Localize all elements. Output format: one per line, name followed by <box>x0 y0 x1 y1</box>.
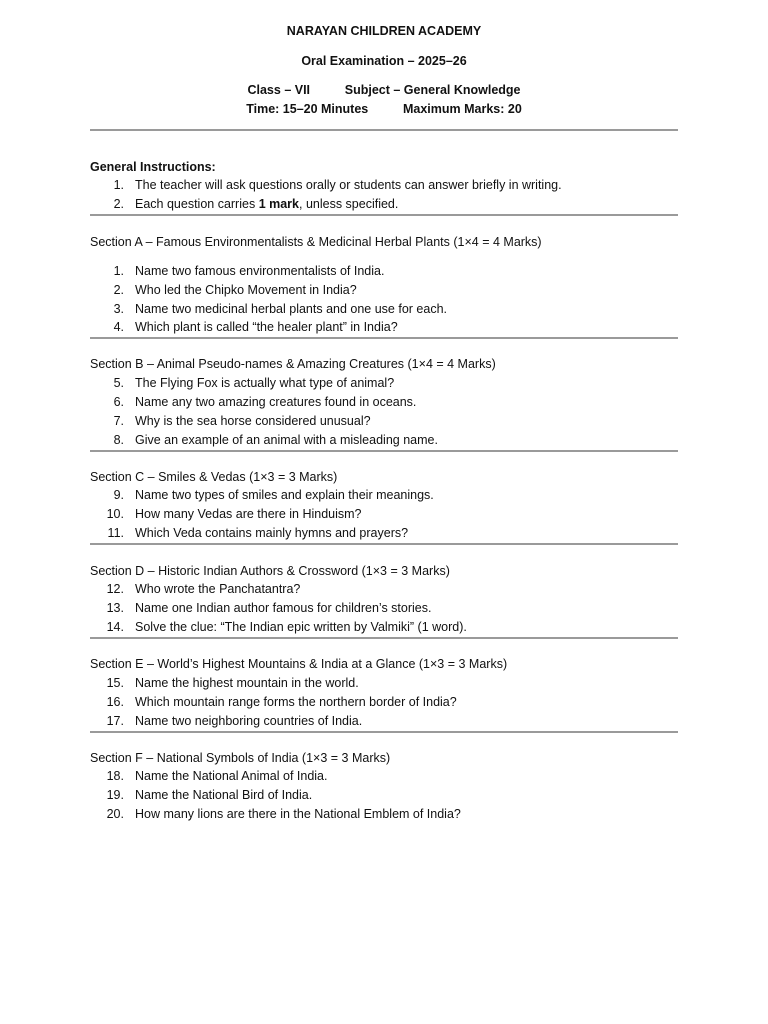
instructions-title: General Instructions: <box>90 160 216 174</box>
question-text: Which plant is called “the healer plant” in India? <box>135 320 398 334</box>
question-text: Name any two amazing creatures found in oceans. <box>135 395 417 409</box>
section-e-title: Section E – World’s Highest Mountains & India at a Glance (1×3 = 3 Marks) <box>90 657 508 671</box>
question-text: Name two types of smiles and explain their meanings. <box>135 488 434 502</box>
question-number: 8. <box>113 433 124 447</box>
instruction-text-post: , unless specified. <box>299 197 399 211</box>
question-item <box>90 414 371 428</box>
divider <box>90 731 678 733</box>
question-number: 16. <box>106 695 124 709</box>
question-text: Give an example of an animal with a misleading name. <box>135 433 438 447</box>
question-text: Which Veda contains mainly hymns and prayers? <box>135 526 409 540</box>
question-number: 17. <box>106 714 124 728</box>
question-item <box>90 283 357 297</box>
school-name: NARAYAN CHILDREN ACADEMY <box>286 24 482 38</box>
max-marks-label: Maximum Marks: 20 <box>402 102 522 116</box>
question-text: Who wrote the Panchatantra? <box>135 582 301 596</box>
divider <box>90 214 678 216</box>
question-number: 14. <box>106 620 124 634</box>
question-number: 15. <box>106 676 124 690</box>
question-item <box>90 769 327 783</box>
question-number: 12. <box>106 582 124 596</box>
question-item <box>90 488 434 502</box>
question-number: 19. <box>106 788 124 802</box>
question-number: 6. <box>113 395 124 409</box>
instruction-text-bold: 1 mark <box>258 197 299 211</box>
question-item <box>90 807 461 821</box>
instruction-text-pre: Each question carries <box>135 197 259 211</box>
question-text: How many lions are there in the National Emblem of India? <box>135 807 461 821</box>
divider <box>90 450 678 452</box>
question-item <box>90 714 362 728</box>
question-text: Name two neighboring countries of India. <box>135 714 363 728</box>
instruction-item <box>90 178 562 192</box>
question-number: 18. <box>106 769 124 783</box>
question-text: Why is the sea horse considered unusual? <box>135 414 371 428</box>
instruction-number: 2. <box>113 197 124 211</box>
divider <box>90 337 678 339</box>
section-f-title: Section F – National Symbols of India (1×3 = 3 Marks) <box>90 751 391 765</box>
question-number: 5. <box>113 376 124 390</box>
question-text: How many Vedas are there in Hinduism? <box>135 507 362 521</box>
section-b-title: Section B – Animal Pseudo-names & Amazing Creatures (1×4 = 4 Marks) <box>90 357 496 371</box>
exam-title: Oral Examination – 2025–26 <box>301 54 467 68</box>
time-label: Time: 15–20 Minutes <box>246 102 369 116</box>
question-item <box>90 395 416 409</box>
question-text: Name the National Animal of India. <box>135 769 328 783</box>
question-number: 2. <box>113 283 124 297</box>
question-item <box>90 433 438 447</box>
question-number: 11. <box>107 526 124 540</box>
question-item <box>90 320 398 334</box>
question-number: 20. <box>106 807 124 821</box>
question-item <box>90 526 408 540</box>
question-item <box>90 788 312 802</box>
question-text: Name one Indian author famous for children’s stories. <box>135 601 432 615</box>
question-text: Name two famous environmentalists of India. <box>135 264 385 278</box>
question-text: Name the National Bird of India. <box>135 788 313 802</box>
question-item <box>90 302 447 316</box>
subject-label: Subject – General Knowledge <box>344 83 521 97</box>
class-subject-line <box>90 83 678 97</box>
section-a-title: Section A – Famous Environmentalists & Medicinal Herbal Plants (1×4 = 4 Marks) <box>90 235 542 249</box>
question-number: 4. <box>113 320 124 334</box>
question-text: Name the highest mountain in the world. <box>135 676 359 690</box>
question-number: 10. <box>106 507 124 521</box>
instruction-text: The teacher will ask questions orally or students can answer briefly in writing. <box>135 178 562 192</box>
question-number: 9. <box>113 488 124 502</box>
question-item <box>90 507 362 521</box>
question-number: 3. <box>113 302 124 316</box>
time-marks-line <box>90 102 678 116</box>
class-label: Class – VII <box>247 83 311 97</box>
section-d-title: Section D – Historic Indian Authors & Crossword (1×3 = 3 Marks) <box>90 564 450 578</box>
question-item <box>90 376 394 390</box>
question-item <box>90 601 431 615</box>
question-text: Solve the clue: “The Indian epic written by Valmiki” (1 word). <box>135 620 467 634</box>
divider <box>90 637 678 639</box>
question-item <box>90 582 300 596</box>
divider <box>90 543 678 545</box>
question-number: 7. <box>113 414 124 428</box>
question-item <box>90 695 457 709</box>
instruction-item <box>90 197 398 211</box>
question-number: 1. <box>113 264 124 278</box>
question-text: Who led the Chipko Movement in India? <box>135 283 357 297</box>
instruction-number: 1. <box>113 178 124 192</box>
divider <box>90 129 678 131</box>
question-text: Which mountain range forms the northern border of India? <box>135 695 457 709</box>
question-item <box>90 676 359 690</box>
question-number: 13. <box>106 601 124 615</box>
section-c-title: Section C – Smiles & Vedas (1×3 = 3 Marks) <box>90 470 338 484</box>
question-item <box>90 264 384 278</box>
question-item <box>90 620 467 634</box>
question-text: Name two medicinal herbal plants and one use for each. <box>135 302 447 316</box>
question-text: The Flying Fox is actually what type of animal? <box>135 376 395 390</box>
